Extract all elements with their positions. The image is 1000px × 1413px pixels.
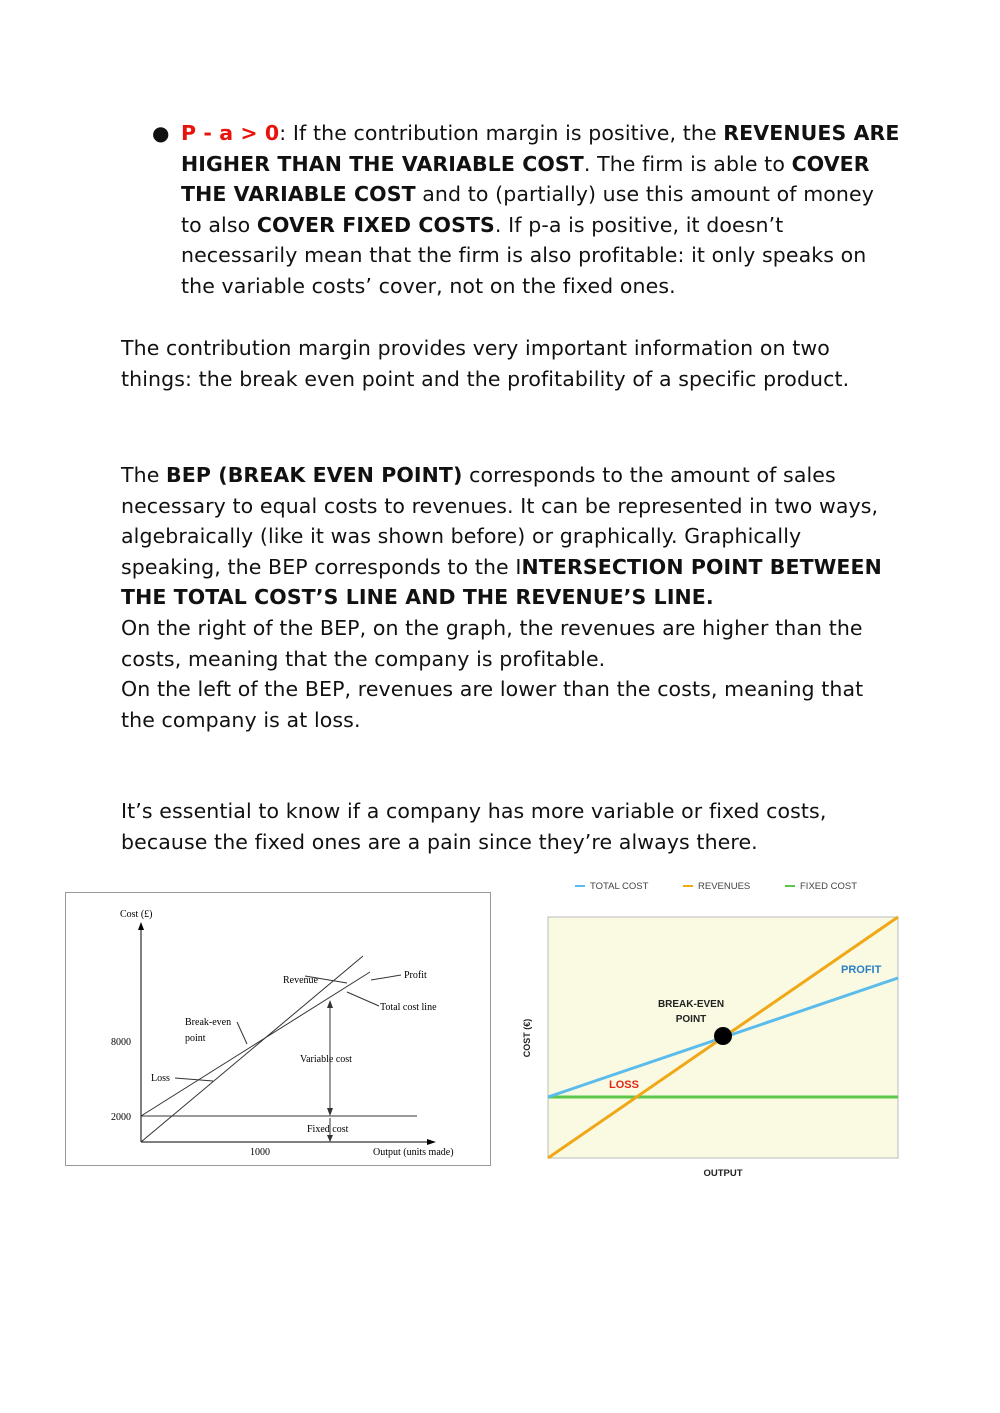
chart1-label-bep-2: point <box>185 1033 206 1044</box>
bullet-marker: ● <box>152 121 170 145</box>
chart1-ylabel: Cost (£) <box>120 909 153 920</box>
chart2-loss-label: LOSS <box>609 1079 639 1091</box>
bullet-text-1: : If the contribution margin is positive, the <box>279 121 724 145</box>
chart2-bep-label-1: BREAK-EVEN <box>657 999 725 1010</box>
chart1-label-profit: Profit <box>404 970 427 981</box>
chart2-xlabel: OUTPUT <box>703 1168 743 1179</box>
chart2-profit-label: PROFIT <box>841 964 882 976</box>
break-even-chart-colored <box>497 866 927 1186</box>
bullet-bold-3: COVER FIXED COSTS <box>256 212 495 237</box>
bep-text-2: corresponds to the amount of sales necessary to equal costs to revenues. It can be represented in two ways, algebraically (like it was shown before) or graphically. Graphically speaking, the BEP corresponds to the I <box>121 463 879 579</box>
chart2-ylabel: COST (€) <box>522 1018 532 1058</box>
condition-lead: P - a > 0 <box>181 121 280 145</box>
legend-fixed-cost: FIXED COST <box>800 881 858 892</box>
chart1-ytick-2000: 2000 <box>111 1112 131 1123</box>
bullet-text-4: . If p-a is positive, it doesn’t necessarily mean that the firm is also profitable: it only speaks on the variable costs’ cover, not on the fixed ones. <box>181 212 867 298</box>
chart1-frame <box>66 893 491 1166</box>
bullet-bold-1: REVENUES ARE HIGHER THAN THE VARIABLE COST <box>181 121 900 176</box>
paragraph-bep <box>121 460 901 735</box>
legend-revenues: REVENUES <box>698 881 751 892</box>
bullet-paragraph <box>181 118 901 302</box>
chart2-break-even-point <box>714 1027 732 1045</box>
bep-bold-1: BEP (BREAK EVEN POINT) <box>166 463 463 487</box>
chart1-ytick-8000: 8000 <box>111 1037 131 1048</box>
chart1-label-revenue: Revenue <box>283 975 318 986</box>
chart1-label-fixed-cost: Fixed cost <box>307 1124 349 1135</box>
bep-bold-2: NTERSECTION POINT BETWEEN THE TOTAL COST’S LINE AND THE REVENUE’S LINE. <box>121 554 882 610</box>
paragraph-fixed-costs: It’s essential to know if a company has more variable or fixed costs, because the fixed ones are a pain since they’re always there. <box>121 799 827 854</box>
chart1-label-variable-cost: Variable cost <box>300 1054 352 1065</box>
chart1-xtick-1000: 1000 <box>250 1147 270 1158</box>
break-even-chart-classic <box>65 892 491 1166</box>
chart1-label-bep: Break-even <box>185 1017 232 1028</box>
chart2-bep-label-2: POINT <box>675 1014 707 1025</box>
bullet-bold-2: COVER THE VARIABLE COST <box>181 151 870 207</box>
chart1-xlabel: Output (units made) <box>373 1147 454 1158</box>
legend-total-cost: TOTAL COST <box>590 881 649 892</box>
chart1-label-loss: Loss <box>151 1073 170 1084</box>
bullet-text-2: . The firm is able to <box>583 151 792 176</box>
bep-right-text: On the right of the BEP, on the graph, the revenues are higher than the costs, meaning that the company is profitable. <box>121 615 863 671</box>
bullet-text-3: and to (partially) use this amount of money to also <box>181 182 874 237</box>
paragraph-contribution-margin: The contribution margin provides very important information on two things: the break even point and the profitability of a specific product. <box>121 336 850 391</box>
bep-left-text: On the left of the BEP, revenues are lower than the costs, meaning that the company is at loss. <box>121 677 864 732</box>
chart1-label-total-cost: Total cost line <box>380 1002 437 1013</box>
bep-text-1: The <box>121 463 167 487</box>
